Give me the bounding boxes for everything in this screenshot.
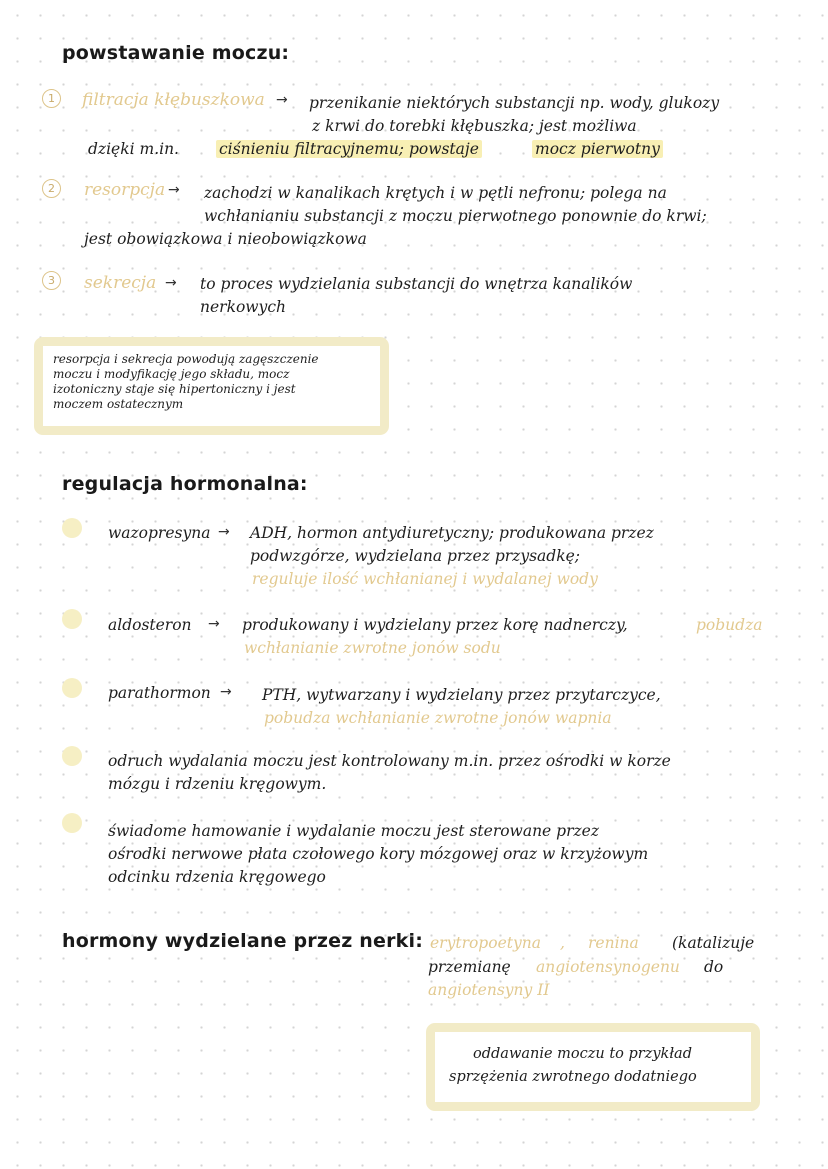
- hormone-name-aldosterone: aldosteron: [108, 616, 192, 634]
- kidney-hormone-catalyzes: (katalizuje: [672, 934, 755, 952]
- kidney-hormone-angiotensinogen: angiotensynogenu: [536, 958, 680, 976]
- item-5-line-3: odcinku rdzenia kręgowego: [108, 868, 326, 886]
- heading-kidney-hormones: hormony wydzielane przez nerki:: [62, 930, 424, 952]
- kidney-hormone-epo: erytropoetyna: [430, 934, 541, 952]
- hormone-1-line-3: reguluje ilość wchłanianej i wydalanej wody: [252, 570, 598, 588]
- arrow-icon: →: [218, 524, 230, 540]
- feedback-line-2: sprzężenia zwrotnego dodatniego: [449, 1069, 697, 1085]
- step-1-highlight-pressure: ciśnieniu filtracyjnemu; powstaje: [216, 140, 482, 158]
- note-line-1: resorpcja i sekrecja powodują zagęszczenie: [53, 352, 319, 366]
- kidney-hormone-to: do: [704, 958, 724, 976]
- note-box: [34, 337, 389, 435]
- note-line-4: moczem ostatecznym: [53, 397, 184, 411]
- arrow-icon: →: [208, 616, 220, 632]
- step-term-resorption: resorpcja: [84, 180, 166, 200]
- feedback-box: [426, 1023, 760, 1111]
- step-3-line-1: to proces wydzielania substancji do wnętrza kanalików: [200, 275, 633, 293]
- item-5-line-2: ośrodki nerwowe płata czołowego kory mózgowej oraz w krzyżowym: [108, 845, 649, 863]
- feedback-line-1: oddawanie moczu to przykład: [473, 1046, 692, 1062]
- step-1-line-1: przenikanie niektórych substancji np. wody, glukozy: [309, 94, 720, 112]
- item-4-line-2: mózgu i rdzeniu kręgowym.: [108, 775, 327, 793]
- step-2-line-1: zachodzi w kanalikach krętych i w pętli nefronu; polega na: [204, 184, 667, 202]
- kidney-hormone-angiotensin: angiotensyny II: [428, 981, 550, 999]
- hormone-1-line-2: podwzgórze, wydzielana przez przysadkę;: [250, 547, 580, 565]
- note-line-3: izotoniczny staje się hipertoniczny i jest: [53, 382, 296, 396]
- hormone-1-line-1: ADH, hormon antydiuretyczny; produkowana przez: [250, 524, 654, 542]
- arrow-icon: →: [276, 92, 288, 108]
- step-2-line-3: jest obowiązkowa i nieobowiązkowa: [84, 230, 367, 248]
- step-1-highlight-primary-urine: mocz pierwotny: [532, 140, 663, 158]
- hormone-2-line-2: wchłanianie zwrotne jonów sodu: [244, 639, 501, 657]
- step-2-line-2: wchłanianiu substancji z moczu pierwotnego ponownie do krwi;: [204, 207, 707, 225]
- step-1-line-3a: dzięki m.in.: [88, 140, 179, 158]
- kidney-hormone-renin: renina: [588, 934, 639, 952]
- hormone-2-line-1: produkowany i wydzielany przez korę nadnerczy,: [242, 616, 628, 634]
- hormone-3-line-1: PTH, wytwarzany i wydzielany przez przytarczyce,: [262, 686, 661, 704]
- item-4-line-1: odruch wydalania moczu jest kontrolowany m.in. przez ośrodki w korze: [108, 752, 671, 770]
- bullet-icon: [62, 813, 82, 833]
- bullet-icon: [62, 518, 82, 538]
- hormone-2-line-1-yellow: pobudza: [696, 616, 763, 634]
- kidney-hormone-comma: ,: [560, 934, 565, 952]
- arrow-icon: →: [165, 275, 177, 291]
- step-3-line-2: nerkowych: [200, 298, 286, 316]
- heading-urine-formation: powstawanie moczu:: [62, 42, 290, 64]
- step-number-2: 2: [42, 179, 61, 198]
- kidney-hormone-conversion: przemianę: [428, 958, 511, 976]
- step-1-line-2: z krwi do torebki kłębuszka; jest możliwa: [312, 117, 637, 135]
- bullet-icon: [62, 746, 82, 766]
- note-line-2: moczu i modyfikację jego składu, mocz: [53, 367, 290, 381]
- bullet-icon: [62, 609, 82, 629]
- bullet-icon: [62, 678, 82, 698]
- hormone-name-vasopressin: wazopresyna: [108, 524, 211, 542]
- heading-hormonal-regulation: regulacja hormonalna:: [62, 473, 308, 495]
- step-number-3: 3: [42, 271, 61, 290]
- arrow-icon: →: [220, 684, 232, 700]
- step-term-secretion: sekrecja: [84, 273, 157, 293]
- item-5-line-1: świadome hamowanie i wydalanie moczu jest sterowane przez: [108, 822, 599, 840]
- arrow-icon: →: [168, 182, 180, 198]
- hormone-name-parathormone: parathormon: [108, 684, 211, 702]
- hormone-3-line-2: pobudza wchłanianie zwrotne jonów wapnia: [264, 709, 612, 727]
- step-term-filtration: filtracja kłębuszkowa: [82, 90, 265, 110]
- step-number-1: 1: [42, 89, 61, 108]
